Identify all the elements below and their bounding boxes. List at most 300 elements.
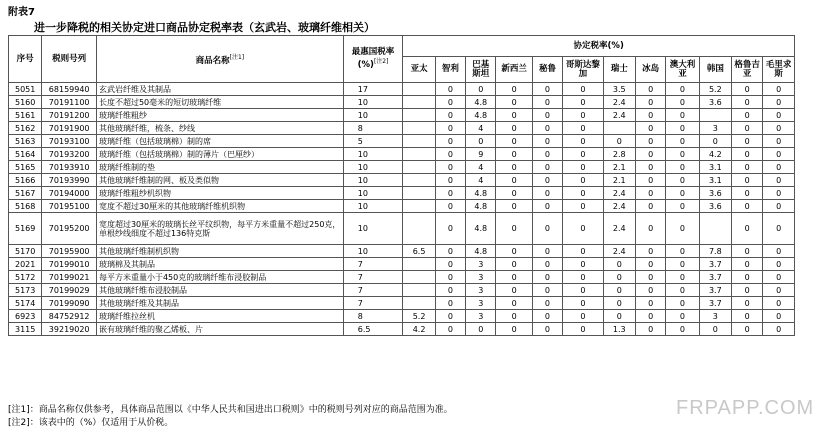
table-row — [9, 271, 795, 284]
row-code: 70195900 — [42, 245, 97, 258]
row-rate: 0 — [666, 187, 699, 200]
row-mfn: 10 — [343, 245, 403, 258]
row-rate: 3.7 — [699, 258, 731, 271]
table-row — [9, 148, 795, 161]
footnotes — [8, 404, 453, 430]
row-seq: 5172 — [9, 271, 42, 284]
row-rate: 2.8 — [603, 148, 635, 161]
row-rate: 0 — [603, 310, 635, 323]
row-rate: 0 — [496, 297, 532, 310]
row-code: 70199090 — [42, 297, 97, 310]
table-row — [9, 245, 795, 258]
row-seq: 5166 — [9, 174, 42, 187]
row-rate: 0 — [532, 187, 562, 200]
row-rate: 0 — [732, 284, 763, 297]
row-rate: 0 — [496, 122, 532, 135]
row-seq: 2021 — [9, 258, 42, 271]
row-seq: 3115 — [9, 323, 42, 336]
row-rate: 0 — [435, 187, 465, 200]
header-country: 智利 — [435, 57, 465, 83]
row-rate: 0 — [532, 284, 562, 297]
row-rate: 0 — [635, 109, 665, 122]
row-rate: 0 — [435, 271, 465, 284]
row-rate: 0 — [666, 323, 699, 336]
row-rate — [403, 135, 435, 148]
row-name: 玻璃纤维粗纱机织物 — [96, 187, 343, 200]
row-rate: 0 — [563, 174, 603, 187]
row-rate: 0 — [732, 109, 763, 122]
row-rate: 0 — [563, 258, 603, 271]
row-rate: 2.4 — [603, 96, 635, 109]
row-rate — [403, 161, 435, 174]
header-country: 冰岛 — [635, 57, 665, 83]
row-code: 70199010 — [42, 258, 97, 271]
header-country: 新西兰 — [496, 57, 532, 83]
row-rate: 0 — [635, 187, 665, 200]
row-rate: 3 — [466, 271, 496, 284]
row-rate: 0 — [635, 258, 665, 271]
row-mfn: 17 — [343, 83, 403, 96]
row-rate: 3.1 — [699, 161, 731, 174]
header-country: 澳大利亚 — [666, 57, 699, 83]
row-rate — [403, 83, 435, 96]
row-code: 70193100 — [42, 135, 97, 148]
row-rate: 0 — [563, 148, 603, 161]
row-rate: 9 — [466, 148, 496, 161]
row-code: 70199021 — [42, 271, 97, 284]
row-rate: 0 — [496, 148, 532, 161]
header-country: 格鲁吉亚 — [732, 57, 763, 83]
row-rate: 7.8 — [699, 245, 731, 258]
row-rate: 0 — [563, 297, 603, 310]
row-rate: 0 — [435, 245, 465, 258]
row-rate: 0 — [532, 161, 562, 174]
row-rate: 3 — [699, 310, 731, 323]
row-mfn: 7 — [343, 258, 403, 271]
row-mfn: 10 — [343, 109, 403, 122]
row-rate: 0 — [532, 83, 562, 96]
row-rate: 0 — [732, 213, 763, 245]
row-rate: 3.7 — [699, 271, 731, 284]
row-rate: 0 — [732, 200, 763, 213]
row-code: 70191100 — [42, 96, 97, 109]
row-rate — [403, 284, 435, 297]
row-rate — [403, 96, 435, 109]
table-row — [9, 187, 795, 200]
row-rate: 2.1 — [603, 161, 635, 174]
row-rate: 0 — [496, 284, 532, 297]
row-rate: 0 — [496, 323, 532, 336]
row-name: 玻璃纤维（包括玻璃棉）制的席 — [96, 135, 343, 148]
row-rate: 0 — [563, 96, 603, 109]
header-name: 商品名称[注1] — [96, 36, 343, 83]
row-rate: 0 — [435, 135, 465, 148]
row-code: 39219020 — [42, 323, 97, 336]
row-seq: 5170 — [9, 245, 42, 258]
row-seq: 5169 — [9, 213, 42, 245]
table-row — [9, 96, 795, 109]
row-rate — [403, 271, 435, 284]
table-row — [9, 122, 795, 135]
row-rate: 3 — [466, 310, 496, 323]
row-rate: 0 — [699, 135, 731, 148]
row-rate: 0 — [635, 122, 665, 135]
row-rate: 0 — [763, 161, 795, 174]
row-rate: 0 — [666, 297, 699, 310]
row-rate: 0 — [666, 213, 699, 245]
row-name: 每平方米重量小于450克的玻璃纤维布浸胶制品 — [96, 271, 343, 284]
row-rate: 3.6 — [699, 187, 731, 200]
row-rate: 0 — [532, 213, 562, 245]
row-code: 70193200 — [42, 148, 97, 161]
row-rate: 0 — [435, 122, 465, 135]
row-rate: 0 — [763, 271, 795, 284]
row-name: 玄武岩纤维及其制品 — [96, 83, 343, 96]
row-rate: 0 — [532, 200, 562, 213]
row-rate: 0 — [732, 83, 763, 96]
row-name: 玻璃纤维（包括玻璃棉）制的薄片（巴厘纱） — [96, 148, 343, 161]
row-mfn: 10 — [343, 200, 403, 213]
row-rate: 0 — [666, 174, 699, 187]
row-rate: 0 — [563, 245, 603, 258]
row-seq: 6923 — [9, 310, 42, 323]
row-rate — [403, 258, 435, 271]
row-seq: 5162 — [9, 122, 42, 135]
row-rate: 0 — [763, 297, 795, 310]
row-rate: 0 — [763, 135, 795, 148]
row-name: 其他玻璃纤维制机织物 — [96, 245, 343, 258]
row-rate: 0 — [563, 83, 603, 96]
row-rate: 0 — [466, 135, 496, 148]
row-rate: 0 — [603, 297, 635, 310]
row-mfn: 7 — [343, 284, 403, 297]
header-country: 亚太 — [403, 57, 435, 83]
header-country: 秘鲁 — [532, 57, 562, 83]
row-rate: 0 — [763, 323, 795, 336]
row-rate: 0 — [563, 310, 603, 323]
row-name: 其他玻璃纤维布浸胶制品 — [96, 284, 343, 297]
row-rate: 4.2 — [403, 323, 435, 336]
header-seq: 序号 — [9, 36, 42, 83]
row-rate: 0 — [763, 284, 795, 297]
row-rate: 1.3 — [603, 323, 635, 336]
row-rate: 0 — [763, 122, 795, 135]
row-rate: 0 — [666, 258, 699, 271]
row-rate — [403, 109, 435, 122]
row-seq: 5168 — [9, 200, 42, 213]
row-rate: 0 — [603, 284, 635, 297]
table-title: 进一步降税的相关协定进口商品协定税率表（玄武岩、玻璃纤维相关） — [34, 21, 375, 34]
row-rate: 0 — [435, 83, 465, 96]
row-rate: 3 — [466, 258, 496, 271]
row-seq: 5160 — [9, 96, 42, 109]
row-rate: 0 — [635, 174, 665, 187]
row-rate: 0 — [532, 258, 562, 271]
table-row — [9, 323, 795, 336]
header-agreement: 协定税率(%) — [403, 36, 795, 57]
row-rate: 0 — [763, 148, 795, 161]
row-mfn: 7 — [343, 297, 403, 310]
row-rate — [603, 122, 635, 135]
row-rate: 0 — [563, 187, 603, 200]
row-rate: 4.8 — [466, 200, 496, 213]
row-rate: 0 — [635, 245, 665, 258]
row-name: 玻璃纤维粗纱 — [96, 109, 343, 122]
row-mfn: 8 — [343, 122, 403, 135]
row-code: 70195100 — [42, 200, 97, 213]
row-rate — [403, 297, 435, 310]
table-row — [9, 258, 795, 271]
row-rate: 0 — [496, 161, 532, 174]
row-rate: 0 — [732, 310, 763, 323]
header-code: 税则号列 — [42, 36, 97, 83]
row-rate: 0 — [435, 284, 465, 297]
table-row — [9, 161, 795, 174]
row-rate: 0 — [763, 245, 795, 258]
row-code: 68159940 — [42, 83, 97, 96]
row-rate: 0 — [732, 174, 763, 187]
row-rate: 0 — [732, 187, 763, 200]
row-code: 70199029 — [42, 284, 97, 297]
row-rate: 0 — [435, 174, 465, 187]
row-rate: 0 — [603, 271, 635, 284]
row-mfn: 10 — [343, 161, 403, 174]
row-rate: 0 — [532, 310, 562, 323]
row-rate: 0 — [532, 122, 562, 135]
row-rate: 0 — [763, 187, 795, 200]
row-seq: 5163 — [9, 135, 42, 148]
row-rate: 0 — [666, 284, 699, 297]
row-rate — [699, 213, 731, 245]
row-rate: 0 — [532, 109, 562, 122]
row-rate — [403, 213, 435, 245]
table-row — [9, 174, 795, 187]
row-mfn: 10 — [343, 148, 403, 161]
row-rate: 0 — [435, 258, 465, 271]
row-rate — [403, 122, 435, 135]
row-rate: 0 — [435, 297, 465, 310]
row-code: 84752912 — [42, 310, 97, 323]
watermark-text: FRPAPP.COM — [676, 397, 814, 419]
footnote-1: [注1]：商品名称仅供参考，具体商品范围以《中华人民共和国进出口税则》中的税则号列对应的商品范围为准。 — [8, 405, 453, 415]
row-seq: 5174 — [9, 297, 42, 310]
row-name: 嵌有玻璃纤维的聚乙烯板、片 — [96, 323, 343, 336]
table-row — [9, 109, 795, 122]
row-name: 玻璃纤维制的垫 — [96, 161, 343, 174]
row-name: 其他玻璃纤维及其制品 — [96, 297, 343, 310]
row-rate: 0 — [435, 200, 465, 213]
row-rate: 0 — [763, 200, 795, 213]
row-name: 其他玻璃纤维制的网、板及类似物 — [96, 174, 343, 187]
row-rate: 0 — [563, 271, 603, 284]
row-rate: 0 — [666, 83, 699, 96]
row-rate: 2.1 — [603, 174, 635, 187]
row-mfn: 6.5 — [343, 323, 403, 336]
row-seq: 5173 — [9, 284, 42, 297]
table-row — [9, 200, 795, 213]
row-rate: 5.2 — [403, 310, 435, 323]
row-rate: 3.6 — [699, 200, 731, 213]
row-rate: 4.8 — [466, 96, 496, 109]
row-rate — [403, 187, 435, 200]
row-rate: 0 — [496, 310, 532, 323]
row-rate: 0 — [732, 258, 763, 271]
row-rate: 0 — [532, 174, 562, 187]
row-rate: 0 — [635, 310, 665, 323]
row-code: 70195200 — [42, 213, 97, 245]
row-rate: 0 — [435, 161, 465, 174]
row-rate: 0 — [466, 83, 496, 96]
row-rate: 0 — [532, 135, 562, 148]
row-rate: 0 — [603, 135, 635, 148]
row-rate: 0 — [635, 200, 665, 213]
row-rate: 0 — [435, 96, 465, 109]
row-rate: 2.4 — [603, 245, 635, 258]
row-rate: 4.8 — [466, 187, 496, 200]
row-rate: 4 — [466, 174, 496, 187]
row-rate: 0 — [635, 83, 665, 96]
row-rate: 0 — [635, 135, 665, 148]
row-rate: 0 — [763, 310, 795, 323]
row-rate: 0 — [763, 96, 795, 109]
row-rate: 0 — [563, 109, 603, 122]
row-rate: 0 — [666, 122, 699, 135]
row-mfn: 10 — [343, 187, 403, 200]
row-rate: 2.4 — [603, 109, 635, 122]
row-rate: 0 — [635, 323, 665, 336]
row-rate: 3.6 — [699, 96, 731, 109]
row-mfn: 10 — [343, 96, 403, 109]
row-rate: 0 — [666, 148, 699, 161]
row-rate: 0 — [666, 271, 699, 284]
row-rate — [699, 109, 731, 122]
row-rate: 0 — [666, 200, 699, 213]
row-rate — [403, 174, 435, 187]
row-rate: 0 — [603, 258, 635, 271]
row-rate: 0 — [496, 109, 532, 122]
row-code: 70193990 — [42, 174, 97, 187]
row-rate — [403, 148, 435, 161]
tariff-rate-table — [8, 35, 795, 336]
row-rate: 0 — [732, 245, 763, 258]
row-rate: 2.4 — [603, 213, 635, 245]
row-rate: 0 — [496, 83, 532, 96]
row-rate: 0 — [435, 310, 465, 323]
row-rate: 0 — [496, 174, 532, 187]
row-rate: 0 — [635, 213, 665, 245]
table-row — [9, 135, 795, 148]
row-rate: 0 — [435, 109, 465, 122]
row-rate: 0 — [763, 109, 795, 122]
row-rate: 0 — [666, 109, 699, 122]
row-rate: 0 — [563, 284, 603, 297]
header-country: 毛里求斯 — [763, 57, 795, 83]
table-row — [9, 213, 795, 245]
row-rate: 0 — [763, 83, 795, 96]
row-seq: 5161 — [9, 109, 42, 122]
row-rate: 2.4 — [603, 187, 635, 200]
row-seq: 5164 — [9, 148, 42, 161]
row-rate: 0 — [532, 323, 562, 336]
header-country: 韩国 — [699, 57, 731, 83]
row-rate: 5.2 — [699, 83, 731, 96]
row-rate: 0 — [496, 200, 532, 213]
row-seq: 5051 — [9, 83, 42, 96]
row-rate: 0 — [635, 161, 665, 174]
row-rate: 3.7 — [699, 297, 731, 310]
header-mfn: 最惠国税率(%)[注2] — [343, 36, 403, 83]
row-rate: 3 — [466, 297, 496, 310]
row-rate: 0 — [732, 161, 763, 174]
row-rate: 0 — [732, 323, 763, 336]
row-rate: 3.5 — [603, 83, 635, 96]
row-rate: 6.5 — [403, 245, 435, 258]
row-code: 70191900 — [42, 122, 97, 135]
row-name: 长度不超过50毫米的短切玻璃纤维 — [96, 96, 343, 109]
row-rate: 0 — [763, 213, 795, 245]
row-rate: 0 — [532, 148, 562, 161]
row-mfn: 5 — [343, 135, 403, 148]
header-country: 瑞士 — [603, 57, 635, 83]
row-code: 70194000 — [42, 187, 97, 200]
row-rate: 0 — [666, 135, 699, 148]
table-row — [9, 297, 795, 310]
row-rate: 3.7 — [699, 284, 731, 297]
row-rate: 0 — [635, 297, 665, 310]
row-rate: 0 — [496, 96, 532, 109]
row-rate: 0 — [563, 200, 603, 213]
row-rate: 0 — [635, 284, 665, 297]
row-rate: 0 — [563, 135, 603, 148]
row-rate: 4.2 — [699, 148, 731, 161]
row-rate: 0 — [496, 258, 532, 271]
row-rate: 3 — [699, 122, 731, 135]
header-country: 哥斯达黎加 — [563, 57, 603, 83]
row-rate: 0 — [496, 187, 532, 200]
row-rate: 0 — [732, 297, 763, 310]
table-row — [9, 310, 795, 323]
header-country: 巴基斯坦 — [466, 57, 496, 83]
row-mfn: 7 — [343, 271, 403, 284]
row-rate: 0 — [732, 135, 763, 148]
row-rate: 0 — [635, 271, 665, 284]
row-rate: 0 — [532, 245, 562, 258]
row-seq: 5165 — [9, 161, 42, 174]
row-rate: 4.8 — [466, 245, 496, 258]
row-name: 玻璃纤维拉丝机 — [96, 310, 343, 323]
appendix-label: 附表7 — [8, 7, 35, 18]
row-rate: 3 — [466, 284, 496, 297]
row-rate: 0 — [666, 161, 699, 174]
row-rate — [403, 200, 435, 213]
row-rate: 0 — [532, 271, 562, 284]
row-rate: 0 — [532, 297, 562, 310]
row-rate: 0 — [466, 323, 496, 336]
row-mfn: 10 — [343, 213, 403, 245]
row-rate: 0 — [496, 245, 532, 258]
row-rate: 0 — [763, 258, 795, 271]
table-row — [9, 284, 795, 297]
footnote-2: [注2]：该表中的（%）仅适用于从价税。 — [8, 418, 174, 428]
row-rate: 4 — [466, 122, 496, 135]
row-rate: 4.8 — [466, 213, 496, 245]
row-rate: 0 — [563, 323, 603, 336]
row-rate: 0 — [435, 213, 465, 245]
row-rate: 0 — [496, 271, 532, 284]
row-rate: 0 — [563, 213, 603, 245]
row-rate: 0 — [666, 96, 699, 109]
row-rate: 0 — [732, 122, 763, 135]
